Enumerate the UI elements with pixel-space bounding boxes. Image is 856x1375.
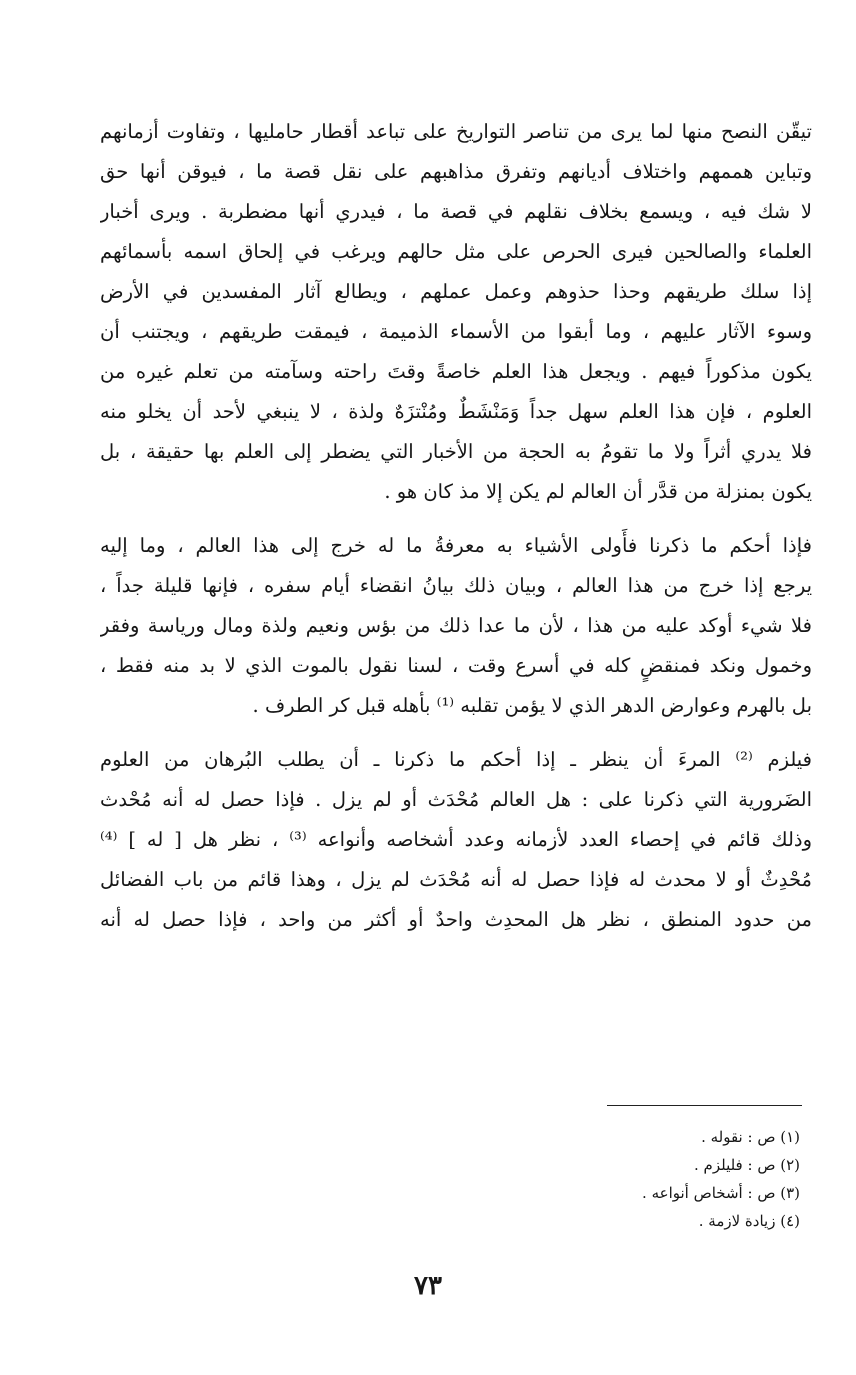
text-line: العلوم ، فإن هذا العلم سهل جداً وَمَنْشَطٌ ومُنْتزَهٌ ولذة ، لا ينبغي لأحد أن يخلو منه xyxy=(100,400,812,423)
text-line: فلا شيء أوكد عليه من هذا ، لأن ما عدا ذلك من بؤس ونعيم ولذة ومال ورياسة وفقر xyxy=(100,614,812,637)
paragraph-2 xyxy=(100,526,812,726)
paragraph-3 xyxy=(100,740,812,940)
page-number: ٧٣ xyxy=(414,1271,442,1301)
footnote-2: (٢) ص : فليلزم . xyxy=(694,1156,800,1174)
text-line: فإذا أحكم ما ذكرنا فأَولى الأشياء به معرفةُ ما له خرج إلى هذا العالم ، وما إليه xyxy=(100,534,812,557)
text-line: مُحْدِثٌ أو لا محدث له فإذا حصل له أنه مُحْدَث لم يزل ، وهذا قائم من باب الفضائل xyxy=(100,868,812,891)
text-line: وذلك قائم في إحصاء العدد لأزمانه وعدد أشخاصه وأنواعه ⁽³⁾ ، نظر هل [ له ] ⁽⁴⁾ xyxy=(100,828,812,851)
text-line: فلا يدري أثراً ولا ما تقومُ به الحجة من الأخبار التي يضطر إلى العلم بها حقيقة ، بل xyxy=(100,440,812,463)
text-line: يكون بمنزلة من قدَّر أن العالم لم يكن إلا مذ كان هو . xyxy=(384,480,812,503)
text-line: فيلزم ⁽²⁾ المرءَ أن ينظر ـ إذا أحكم ما ذكرنا ـ أن يطلب البُرهان من العلوم xyxy=(100,748,812,771)
text-line: بل بالهرم وعوارض الدهر الذي لا يؤمن تقلبه ⁽¹⁾ بأهله قبل كر الطرف . xyxy=(252,694,812,717)
text-line: لا شك فيه ، ويسمع بخلاف نقلهم في قصة ما ، فيدري أنها مضطربة . ويرى أخبار xyxy=(100,200,812,223)
text-line: تيقّن النصح منها لما يرى من تناصر التواريخ على تباعد أقطار حامليها ، وتفاوت أزمانهم xyxy=(100,120,812,143)
footnote-divider xyxy=(607,1105,802,1106)
text-line: وخمول ونكد فمنقضٍ كله في أسرع وقت ، لسنا نقول بالموت الذي لا بد منه فقط ، xyxy=(100,654,812,677)
text-line: وسوء الآثار عليهم ، وما أبقوا من الأسماء الذميمة ، فيمقت طريقهم ، ويجتنب أن xyxy=(100,320,812,343)
text-line: الضَرورية التي ذكرنا على : هل العالم مُحْدَث أو لم يزل . فإذا حصل له أنه مُحْدث xyxy=(100,788,812,811)
text-line: يرجع إذا خرج من هذا العالم ، وبيان ذلك بيانُ انقضاء أيام سفره ، فإنها قليلة جداً ، xyxy=(100,574,812,597)
text-line: إذا سلك طريقهم وحذا حذوهم وعمل عملهم ، ويطالع آثار المفسدين في الأرض xyxy=(100,280,812,303)
text-line: يكون مذكوراً فيهم . ويجعل هذا العلم خاصةً وقتَ راحته وسآمته من تعلم غيره من xyxy=(100,360,812,383)
paragraph-1 xyxy=(100,112,812,512)
text-line: وتباين هممهم واختلاف أديانهم وتفرق مذاهبهم على نقل قصة ما ، فيوقن أنها حق xyxy=(100,160,812,183)
footnote-4: (٤) زيادة لازمة . xyxy=(698,1212,800,1230)
text-line: من حدود المنطق ، نظر هل المحدِث واحدٌ أو أكثر من واحد ، فإذا حصل له أنه xyxy=(100,908,812,931)
footnote-3: (٣) ص : أشخاص أنواعه . xyxy=(642,1184,800,1202)
main-text xyxy=(100,112,812,940)
footnote-1: (١) ص : نقوله . xyxy=(701,1128,800,1146)
text-line: العلماء والصالحين فيرى الحرص على مثل حالهم ويرغب في إلحاق اسمه بأسمائهم xyxy=(100,240,812,263)
footnotes xyxy=(460,1123,800,1235)
